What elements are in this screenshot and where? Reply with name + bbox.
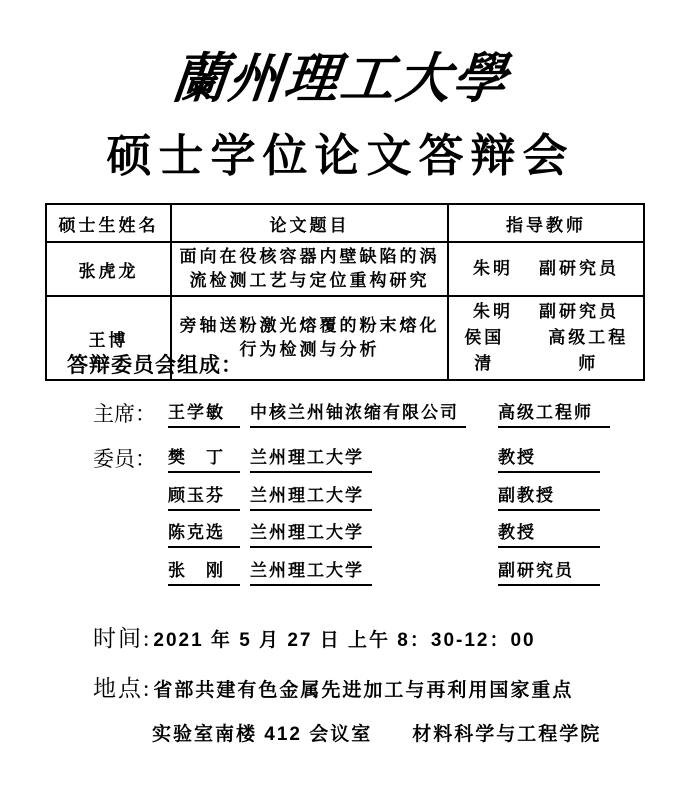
committee-member-title: 副研究员 — [498, 556, 600, 586]
place-row — [93, 670, 573, 703]
committee-member-name: 顾玉芬 — [168, 481, 240, 511]
committee-row-member — [0, 443, 681, 475]
advisor-line — [455, 256, 637, 282]
committee-member-affiliation: 兰州理工大学 — [250, 443, 372, 473]
advisor-cell — [448, 296, 644, 380]
committee-row-member — [0, 481, 681, 513]
committee-row-chair — [0, 398, 681, 430]
advisor-cell — [448, 242, 644, 296]
time-row — [93, 620, 536, 653]
committee-heading: 答辩委员会组成： — [67, 353, 243, 377]
committee-row-member — [0, 556, 681, 588]
committee-member-affiliation: 中核兰州铀浓缩有限公司 — [250, 398, 466, 428]
committee-role-label: 主席： — [93, 402, 156, 426]
place-value-line1: 省部共建有色金属先进加工与再利用国家重点 — [153, 680, 574, 701]
table-row — [46, 242, 644, 296]
table-header-row — [46, 204, 644, 242]
advisor-line — [455, 325, 637, 377]
committee-member-name: 陈克选 — [168, 518, 240, 548]
committee-member-name: 王学敏 — [168, 398, 240, 428]
time-label: 时间: — [93, 626, 152, 651]
committee-member-affiliation: 兰州理工大学 — [250, 556, 372, 586]
place-continuation-row — [152, 719, 601, 746]
advisor-name: 朱明 — [473, 302, 513, 321]
committee-row-member — [0, 518, 681, 550]
student-name-cell: 王博 — [46, 296, 171, 380]
col-header-advisor: 指导教师 — [448, 204, 644, 242]
time-value: 2021 年 5 月 27 日 上午 8：30-12：00 — [153, 630, 536, 651]
student-name-cell: 张虎龙 — [46, 242, 171, 296]
advisor-name: 朱明 — [473, 259, 513, 278]
university-logo: 蘭州理工大學 — [169, 46, 512, 110]
thesis-title-cell: 面向在役核容器内壁缺陷的涡流检测工艺与定位重构研究 — [171, 242, 448, 296]
committee-member-name: 樊 丁 — [168, 443, 240, 473]
place-value-line2: 实验室南楼 412 会议室 — [152, 724, 373, 745]
advisor-name: 侯国清 — [464, 328, 505, 373]
committee-member-name: 张 刚 — [168, 556, 240, 586]
committee-member-title: 教授 — [498, 518, 600, 548]
committee-member-title: 教授 — [498, 443, 600, 473]
page-title: 硕士学位论文答辩会 — [106, 131, 575, 181]
advisor-title: 副研究员 — [539, 259, 619, 278]
committee-role-label: 委员： — [93, 447, 156, 471]
advisor-line — [455, 299, 637, 325]
col-header-student-name: 硕士生姓名 — [46, 204, 171, 242]
committee-member-title: 高级工程师 — [498, 398, 610, 428]
committee-member-title: 副教授 — [498, 481, 600, 511]
place-label: 地点: — [93, 676, 152, 701]
advisor-title: 高级工程师 — [548, 328, 629, 373]
committee-member-affiliation: 兰州理工大学 — [250, 518, 372, 548]
thesis-title-cell: 旁轴送粉激光熔覆的粉末熔化行为检测与分析 — [171, 296, 448, 380]
advisor-title: 副研究员 — [539, 302, 619, 321]
organizer-name: 材料科学与工程学院 — [412, 724, 602, 745]
committee-member-affiliation: 兰州理工大学 — [250, 481, 372, 511]
col-header-thesis-title: 论文题目 — [171, 204, 448, 242]
